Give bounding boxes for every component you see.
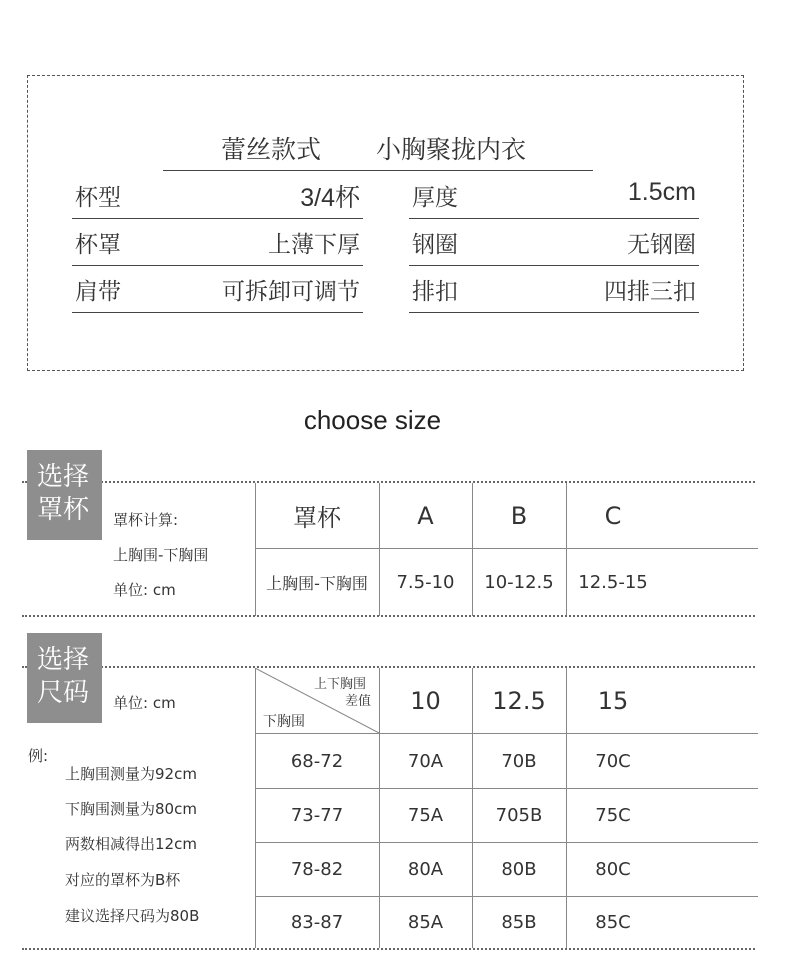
style-title: 蕾丝款式	[221, 135, 322, 164]
choose-cup-badge	[27, 450, 102, 540]
spec-row-cup-cover	[72, 219, 363, 266]
spec-row-underwire	[409, 219, 699, 266]
size-header-cell: 15	[597, 686, 629, 715]
size-row-cell: 80B	[501, 859, 537, 880]
badge-line: 罩杯	[37, 495, 90, 525]
cup-row-cell: 上胸围-下胸围	[266, 573, 368, 593]
badge-line: 尺码	[37, 678, 90, 708]
cup-header-cell: C	[604, 501, 622, 530]
size-header-cell: 12.5	[492, 686, 546, 715]
spec-row-thickness	[409, 172, 699, 219]
spec-row-strap	[72, 266, 363, 313]
size-row-cell: 705B	[495, 805, 543, 826]
cup-note-unit: 单位: cm	[113, 581, 176, 599]
size-row-cell: 70C	[595, 750, 631, 772]
cup-note-title: 罩杯计算:	[113, 511, 179, 529]
spec-value: 3/4杯	[300, 184, 360, 212]
size-note-unit: 单位: cm	[113, 694, 176, 712]
size-row-cell: 85A	[407, 912, 444, 933]
size-row-cell: 73-77	[290, 805, 344, 826]
example-line: 两数相减得出12cm	[65, 835, 197, 853]
size-row-cell: 68-72	[290, 750, 344, 772]
corner-top-label: 上下胸围	[314, 677, 367, 692]
cup-header-cell: A	[417, 501, 434, 530]
cup-row-cell: 10-12.5	[484, 571, 554, 593]
spec-value: 可拆卸可调节	[222, 279, 360, 305]
cup-note-formula: 上胸围-下胸围	[113, 546, 209, 564]
example-line: 对应的罩杯为B杯	[65, 871, 181, 889]
badge-line: 选择	[37, 462, 90, 492]
size-row-cell: 80A	[407, 859, 444, 880]
section-divider	[22, 948, 755, 950]
size-header-cell: 10	[410, 686, 441, 715]
corner-bottom-label: 下胸围	[263, 714, 305, 730]
cup-header-cell: 罩杯	[293, 504, 341, 532]
example-line: 建议选择尺码为80B	[65, 907, 200, 925]
spec-title	[163, 128, 593, 171]
spec-value: 1.5cm	[627, 178, 696, 206]
spec-row-cup-type	[72, 172, 363, 219]
example-label: 例:	[28, 747, 49, 765]
spec-label: 杯罩	[75, 232, 121, 258]
size-row-cell: 75A	[407, 805, 444, 826]
spec-label: 排扣	[412, 279, 458, 305]
cup-row-cell: 12.5-15	[578, 571, 648, 593]
size-row-cell: 85B	[501, 912, 537, 933]
spec-value: 上薄下厚	[268, 232, 360, 258]
size-row-cell: 70B	[501, 750, 537, 772]
cup-row-cell: 7.5-10	[396, 571, 455, 593]
spec-value: 四排三扣	[604, 279, 696, 305]
choose-size-badge	[27, 633, 102, 723]
cup-header-cell: B	[510, 501, 528, 530]
spec-row-hooks	[409, 266, 699, 313]
size-row-cell: 70A	[407, 750, 444, 772]
size-row-cell: 80C	[595, 859, 631, 880]
corner-top-label: 差值	[345, 694, 372, 709]
badge-line: 选择	[37, 645, 90, 675]
spec-label: 厚度	[412, 185, 458, 211]
spec-label: 肩带	[75, 279, 121, 305]
spec-value: 无钢圈	[627, 232, 696, 258]
example-line: 下胸围测量为80cm	[65, 800, 197, 818]
spec-label: 杯型	[75, 185, 121, 211]
section-divider	[22, 615, 755, 617]
size-row-cell: 78-82	[290, 859, 344, 880]
product-title: 小胸聚拢内衣	[376, 135, 527, 164]
example-line: 上胸围测量为92cm	[65, 765, 197, 783]
choose-size-heading: choose size	[303, 405, 442, 435]
size-row-cell: 83-87	[290, 912, 344, 933]
spec-label: 钢圈	[412, 232, 458, 258]
size-row-cell: 75C	[595, 805, 631, 826]
size-row-cell: 85C	[595, 912, 631, 933]
